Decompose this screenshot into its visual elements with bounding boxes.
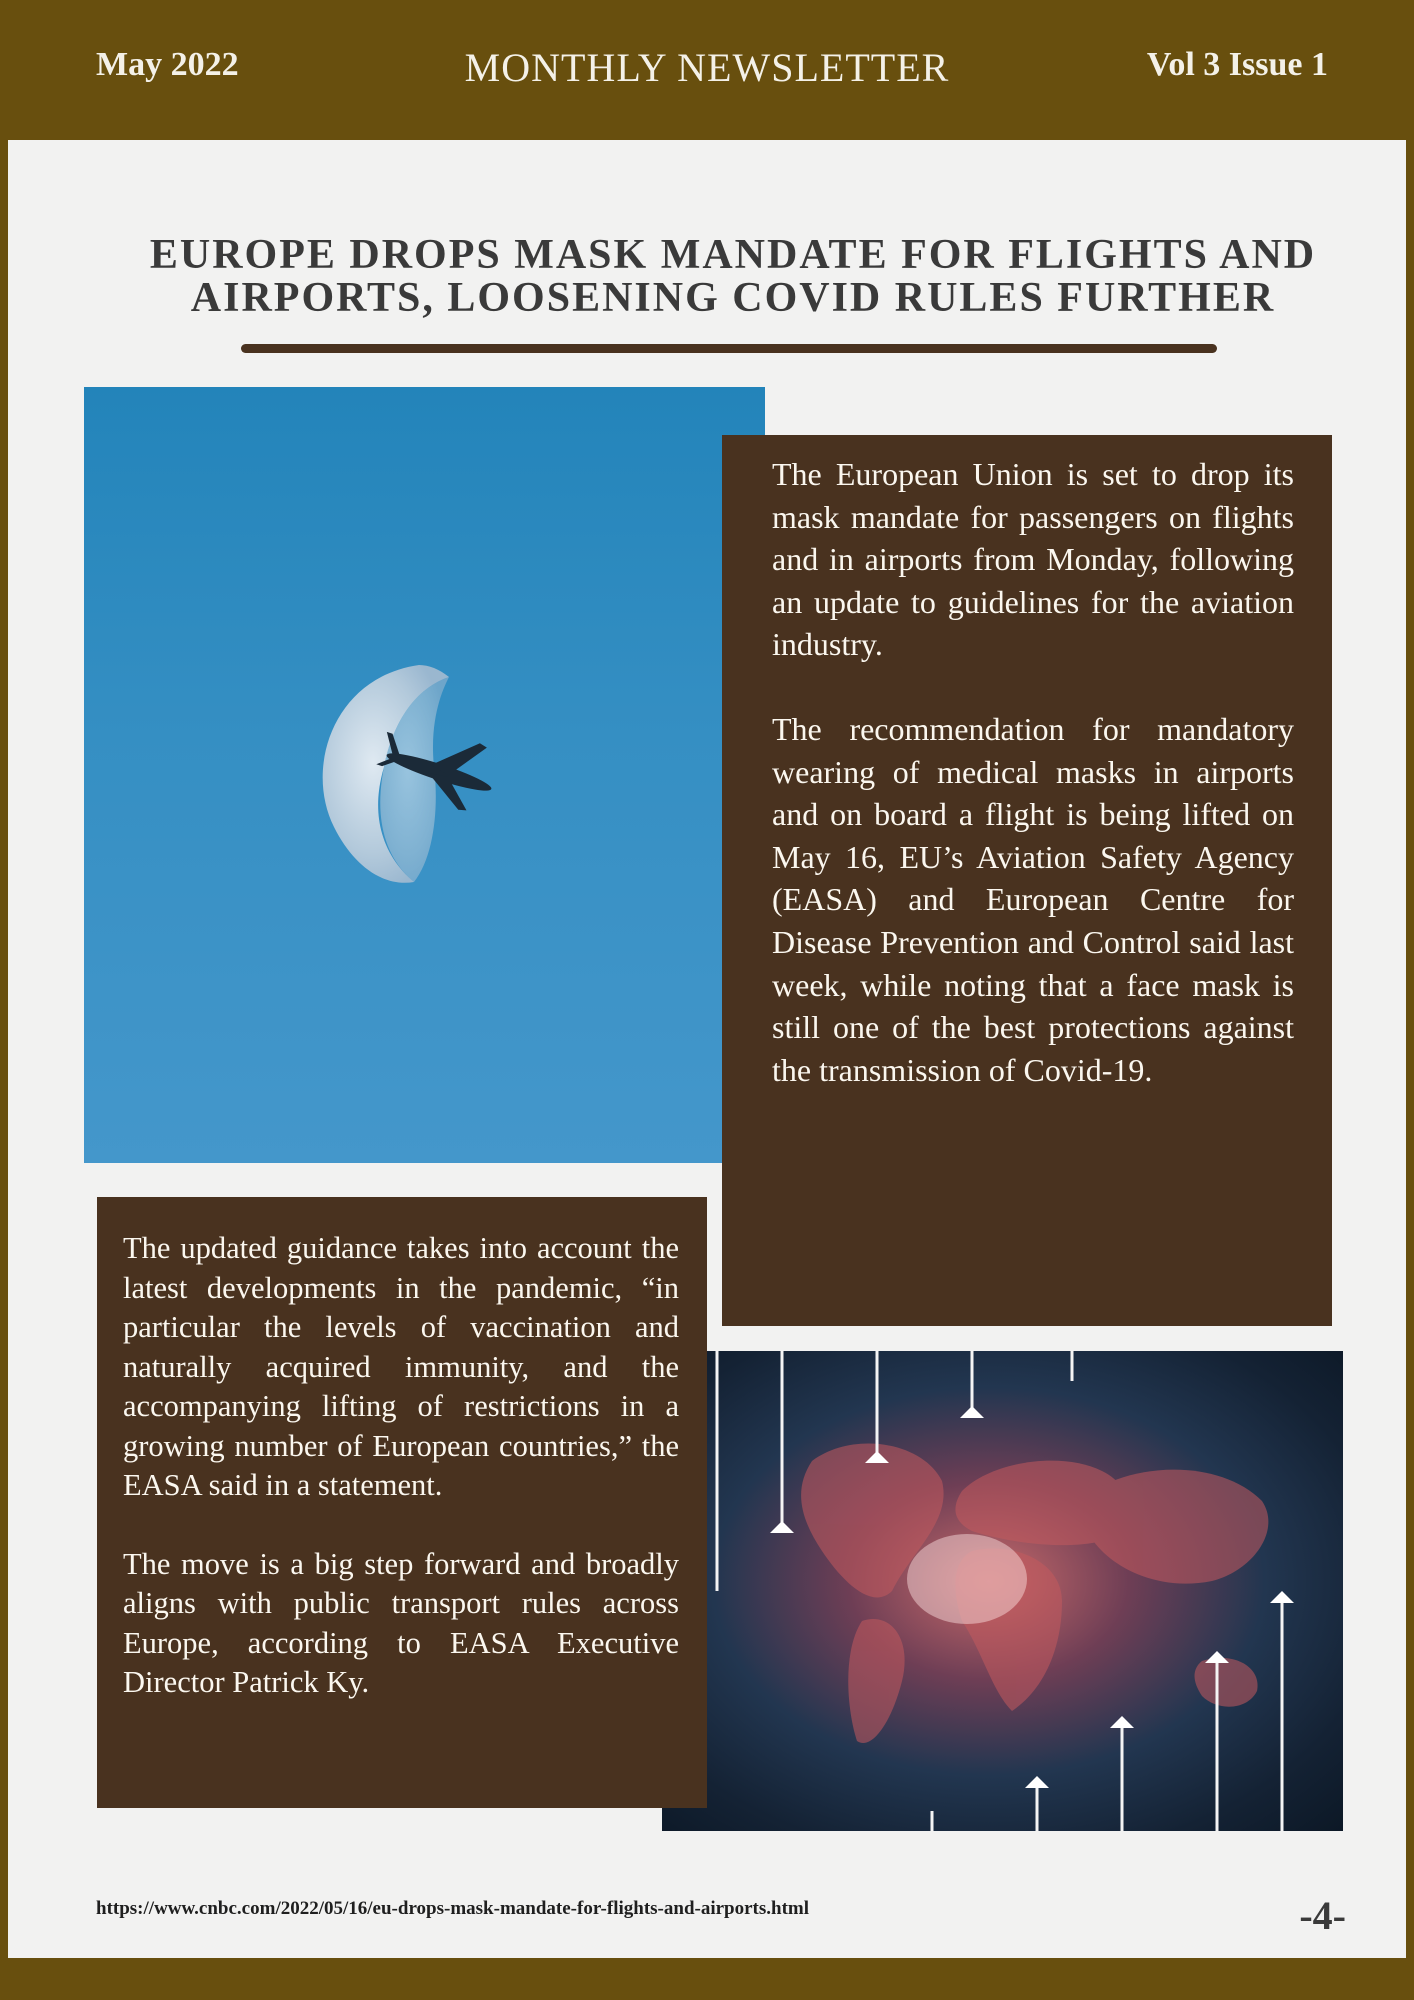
article-text-box-left (97, 1197, 707, 1808)
world-map-illustration (662, 1351, 1343, 1831)
moon-airplane-illustration (84, 387, 765, 1163)
newsletter-header (0, 0, 1414, 140)
world-map-flights-image (662, 1351, 1343, 1831)
article-text-box-right (722, 435, 1332, 1326)
article-headline: EUROPE DROPS MASK MANDATE FOR FLIGHTS AND AIRPORTS, LOOSENING COVID RULES FURTHER (149, 232, 1317, 321)
paragraph: The European Union is set to drop its mask mandate for passengers on flights and in airports from Monday, following an update to guidelines for the aviation industry. (772, 456, 1294, 663)
issue-number: Vol 3 Issue 1 (1146, 46, 1328, 83)
airplane-moon-photo (84, 387, 765, 1163)
paragraph: The updated guidance takes into account the latest developments in the pandemic, “in particular the levels of vaccination and naturally acquired immunity, and the accompanying lifting of restrictions in a growing number of European countries,” the EASA said in a statement. (123, 1231, 679, 1502)
page-number: -4- (1299, 1893, 1346, 1938)
paragraph: The move is a big step forward and broadly aligns with public transport rules across Europe, according to EASA Executive Director Patrick Ky. (123, 1546, 679, 1699)
paragraph: The recommendation for mandatory wearing of medical masks in airports and on board a flight is being lifted on May 16, EU’s Aviation Safety Agency (EASA) and European Centre for Disease Prevention and Control said last week, while noting that a face mask is still one of the best protections against the transmission of Covid-19. (772, 710, 1294, 1088)
newsletter-title: MONTHLY NEWSLETTER (464, 45, 950, 90)
issue-date: May 2022 (96, 46, 239, 83)
headline-divider (241, 344, 1217, 353)
newsletter-page (8, 140, 1406, 1958)
source-link[interactable]: https://www.cnbc.com/2022/05/16/eu-drops-mask-mandate-for-flights-and-airports.html (96, 1898, 810, 1919)
